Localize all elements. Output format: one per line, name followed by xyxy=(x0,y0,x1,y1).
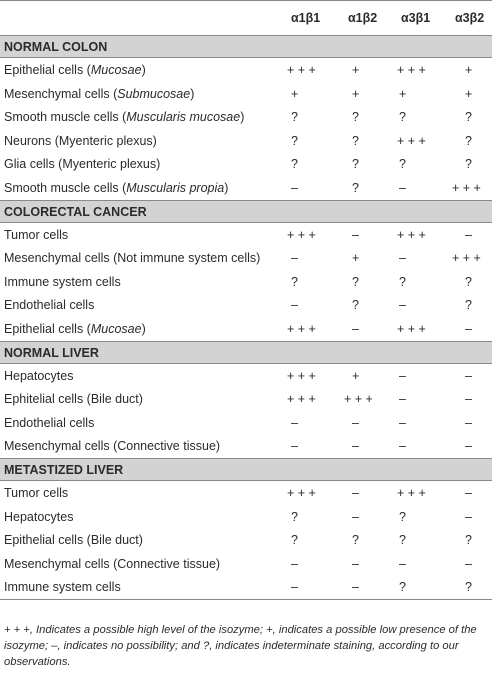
table-row xyxy=(0,152,492,176)
cell-value: – xyxy=(352,580,359,595)
cell-value: + + + xyxy=(287,368,316,383)
cell-value: ? xyxy=(352,180,359,195)
cell-value: – xyxy=(352,415,359,430)
cell-value: ? xyxy=(352,133,359,148)
cell-value: ? xyxy=(291,509,298,524)
cell-value: – xyxy=(465,368,472,383)
row-label: Mesenchymal cells (Submucosae) xyxy=(4,86,195,101)
cell-value: + + + xyxy=(397,63,426,77)
cell-value: ? xyxy=(465,274,472,289)
col-header: α1β1 xyxy=(291,11,321,25)
cell-value: + + + xyxy=(397,133,426,148)
table-row xyxy=(0,176,492,200)
cell-value: – xyxy=(399,251,406,266)
table-header xyxy=(0,1,492,35)
row-label: Tumor cells xyxy=(4,227,69,242)
table-row xyxy=(0,552,492,576)
cell-value: ? xyxy=(465,110,472,125)
cell-value: + + + xyxy=(397,227,426,242)
col-header: α1β2 xyxy=(348,11,378,25)
table-row xyxy=(0,364,492,388)
section-header: NORMAL LIVER xyxy=(0,341,492,364)
cell-value: ? xyxy=(399,580,406,595)
table-row xyxy=(0,270,492,294)
cell-value: – xyxy=(291,439,298,454)
table-row xyxy=(0,223,492,247)
cell-value: ? xyxy=(399,533,406,548)
row-label: Endothelial cells xyxy=(4,298,95,313)
col-header: α3β1 xyxy=(401,11,431,25)
cell-value: ? xyxy=(352,110,359,125)
cell-value: – xyxy=(291,580,298,595)
row-label: Smooth muscle cells (Muscularis mucosae) xyxy=(4,110,245,125)
cell-value: + + + xyxy=(344,392,373,407)
cell-value: – xyxy=(291,251,298,266)
table-row xyxy=(0,575,492,599)
cell-value: + xyxy=(352,251,360,266)
cell-value: + + + xyxy=(287,321,316,336)
cell-value: ? xyxy=(352,274,359,289)
table-row xyxy=(0,105,492,129)
cell-value: ? xyxy=(352,298,359,313)
cell-value: ? xyxy=(291,110,298,125)
row-label: Mesenchymal cells (Not immune system cells) xyxy=(4,251,261,266)
cell-value: – xyxy=(291,556,298,571)
table-row xyxy=(0,481,492,505)
cell-value: ? xyxy=(291,157,298,172)
row-label: Immune system cells xyxy=(4,580,121,595)
row-label: Endothelial cells xyxy=(4,415,95,430)
cell-value: – xyxy=(291,415,298,430)
cell-value: – xyxy=(465,392,472,407)
cell-value: – xyxy=(399,368,406,383)
cell-value: + + + xyxy=(287,485,316,500)
cell-value: ? xyxy=(291,133,298,148)
cell-value: – xyxy=(291,180,298,195)
cell-value: ? xyxy=(352,157,359,172)
cell-value: – xyxy=(399,415,406,430)
cell-value: – xyxy=(352,321,359,336)
cell-value: ? xyxy=(399,157,406,172)
cell-value: ? xyxy=(465,580,472,595)
row-label: Hepatocytes xyxy=(4,509,74,524)
table-row xyxy=(0,411,492,435)
cell-value: – xyxy=(399,439,406,454)
cell-value: + xyxy=(352,368,360,383)
cell-value: – xyxy=(399,556,406,571)
cell-value: + + + xyxy=(397,485,426,500)
row-label: Hepatocytes xyxy=(4,368,74,383)
table-row xyxy=(0,434,492,458)
cell-value: + + + xyxy=(452,251,481,266)
cell-value: ? xyxy=(465,533,472,548)
col-header: α3β2 xyxy=(455,11,485,25)
cell-value: ? xyxy=(291,533,298,548)
cell-value: – xyxy=(352,556,359,571)
cell-value: – xyxy=(465,485,472,500)
cell-value: + + + xyxy=(287,392,316,407)
cell-value: ? xyxy=(291,274,298,289)
cell-value: + xyxy=(465,63,473,77)
table-row xyxy=(0,387,492,411)
cell-value: ? xyxy=(465,133,472,148)
cell-value: – xyxy=(399,392,406,407)
cell-value: ? xyxy=(352,533,359,548)
cell-value: – xyxy=(399,298,406,313)
row-label: Epithelial cells (Mucosae) xyxy=(4,321,146,336)
row-label: Ephitelial cells (Bile duct) xyxy=(4,392,143,407)
row-label: Immune system cells xyxy=(4,274,121,289)
row-label: Smooth muscle cells (Muscularis propia) xyxy=(4,180,229,195)
table-row xyxy=(0,129,492,153)
cell-value: + xyxy=(291,86,299,101)
cell-value: – xyxy=(352,485,359,500)
footnote: + + +, Indicates a possible high level of the isozyme; +, indicates a possible low presence of the isozyme; –, indicates no possibility; and ?, indicates indeterminate staining, according to our observations. xyxy=(4,624,477,668)
section-header: NORMAL COLON xyxy=(0,35,492,58)
cell-value: – xyxy=(465,321,472,336)
cell-value: – xyxy=(465,439,472,454)
row-label: Mesenchymal cells (Connective tissue) xyxy=(4,439,221,454)
cell-value: ? xyxy=(399,274,406,289)
cell-value: + xyxy=(399,86,407,101)
table-row xyxy=(0,82,492,106)
cell-value: + + + xyxy=(397,321,426,336)
bottom-rule xyxy=(0,599,492,600)
table-row xyxy=(0,246,492,270)
row-label: Tumor cells xyxy=(4,485,69,500)
row-label: Neurons (Myenteric plexus) xyxy=(4,133,157,148)
cell-value: – xyxy=(399,180,406,195)
cell-value: – xyxy=(352,509,359,524)
table-row xyxy=(0,505,492,529)
cell-value: + xyxy=(352,86,360,101)
section-header: COLORECTAL CANCER xyxy=(0,200,492,223)
row-label: Glia cells (Myenteric plexus) xyxy=(4,157,161,172)
table-row xyxy=(0,58,492,82)
cell-value: – xyxy=(465,556,472,571)
cell-value: – xyxy=(465,227,472,242)
cell-value: + xyxy=(465,86,473,101)
cell-value: – xyxy=(352,227,359,242)
cell-value: – xyxy=(465,509,472,524)
cell-value: + + + xyxy=(452,180,481,195)
row-label: Epithelial cells (Bile duct) xyxy=(4,533,143,548)
cell-value: + + + xyxy=(287,227,316,242)
row-label: Epithelial cells (Mucosae) xyxy=(4,63,146,77)
cell-value: ? xyxy=(465,298,472,313)
cell-value: + + + xyxy=(287,63,316,77)
cell-value: ? xyxy=(465,157,472,172)
cell-value: ? xyxy=(399,110,406,125)
table-row xyxy=(0,528,492,552)
row-label: Mesenchymal cells (Connective tissue) xyxy=(4,556,221,571)
cell-value: – xyxy=(291,298,298,313)
cell-value: – xyxy=(352,439,359,454)
cell-value: ? xyxy=(399,509,406,524)
cell-value: – xyxy=(465,415,472,430)
cell-value: + xyxy=(352,63,360,77)
table-row xyxy=(0,317,492,341)
section-header: METASTIZED LIVER xyxy=(0,458,492,481)
table-body xyxy=(0,35,492,600)
table-row xyxy=(0,293,492,317)
